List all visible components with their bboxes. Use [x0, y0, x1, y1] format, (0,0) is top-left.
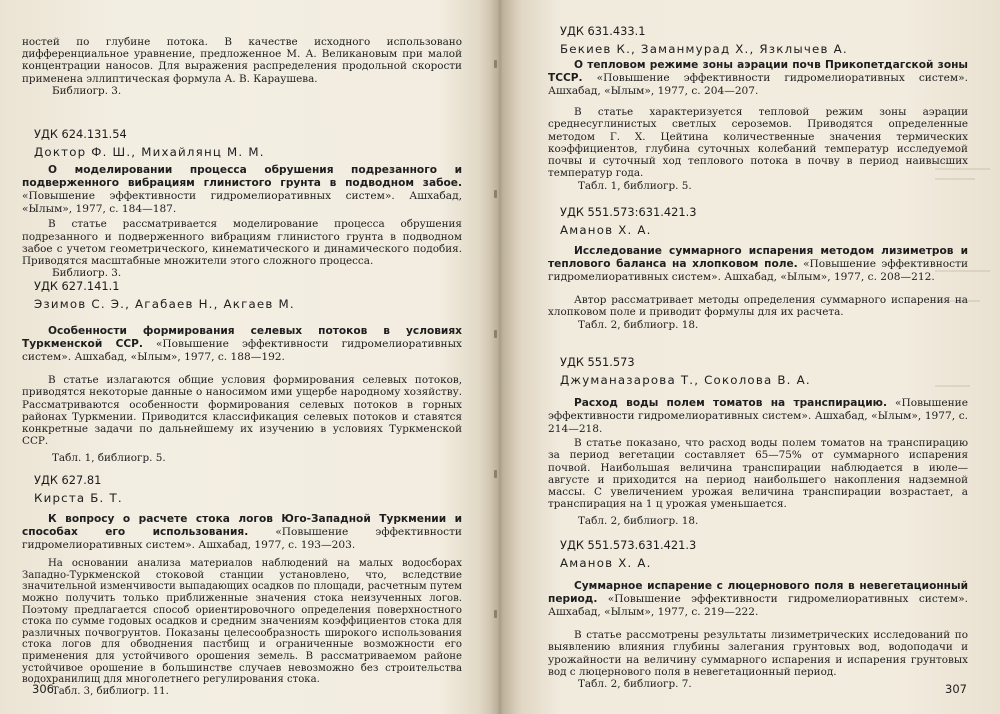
fragment-bibliography: Библиогр. 3. — [52, 84, 122, 97]
authors: Аманов Х. А. — [560, 223, 652, 237]
abstract-fragment — [22, 36, 462, 97]
authors: Эзимов С. Э., Агабаев Н., Акгаев М. — [34, 297, 295, 311]
page-number-right: 307 — [945, 682, 967, 696]
authors: Кирста Б. Т. — [34, 491, 123, 505]
abstract-entry — [22, 127, 462, 279]
article-title: О моделировании процесса обрушения подрезанного и подверженного вибрациям глинистого грунта в подводном забое. — [22, 164, 462, 190]
reference — [22, 164, 462, 216]
udk-code: УДК 627.81 — [34, 473, 102, 487]
authors: Доктор Ф. Ш., Михайлянц М. М. — [34, 145, 265, 159]
bibliography: Табл. 2, библиогр. 7. — [578, 678, 692, 691]
left-page — [22, 0, 462, 714]
source: «Повышение эффективности гидромелиоративных систем». Ашхабад, «Ылым», 1977, с. 188—192. — [22, 338, 463, 364]
page-number-left: 306 — [32, 682, 54, 696]
source: «Повышение эффективности гидромелиоративных систем». Ашхабад, «Ылым», 1977, с. 208—212. — [548, 258, 969, 284]
reference — [548, 397, 968, 436]
abstract-text: В статье излагаются общие условия формирования селевых потоков, приводятся некоторые данные о наносимом ими ущербе народному хозяйству. Рассматриваются особенности формирования селевых потоков в горных районах Туркмении. Приводится классификация селевых потоков и ставятся конкретные задачи по дальнейшему их изучению в условиях Туркменской ССР. — [22, 374, 462, 448]
authors: Бекиев К., Заманмурад Х., Язклычев А. — [560, 42, 848, 56]
bibliography: Табл. 2, библиогр. 18. — [578, 514, 699, 527]
binding-stitch — [494, 190, 497, 198]
udk-code: УДК 631.433.1 — [560, 24, 646, 38]
bibliography: Табл. 2, библиогр. 18. — [578, 318, 699, 331]
article-title: Суммарное испарение с люцернового поля в невегетационный период. — [548, 580, 968, 606]
book-gutter — [478, 0, 522, 714]
article-title: О тепловом режиме зоны аэрации почв Прикопетдагской зоны ТССР. — [548, 59, 968, 85]
reference — [548, 59, 968, 98]
abstract-text: В статье показано, что расход воды полем томатов на транспирацию за период вегетации составляет 65—75% от суммарного испарения почвой. Наибольшая величина транспирации наблюдается в июле—августе и приходится на период наибольшего накопления надземной массы. С увеличением урожая величина транспирации возрастает, а транспирация на 1 ц урожая уменьшается. — [548, 437, 968, 511]
abstract-text: В статье характеризуется тепловой режим зоны аэрации среднесуглинистых светлых сероземов. Приводятся определенные методом Г. Х. Цейтина количественные значения термических коэффициентов, глубина суточных колебаний температур исследуемой почвы и суточный ход теплового потока в почву в период наивысших температур года. — [548, 106, 968, 180]
reference — [22, 513, 462, 552]
source: «Повышение эффективности гидромелиоративных систем». Ашхабад, «Ылым», 1977, с. 219—222. — [548, 593, 968, 619]
source: «Повышение эффективности гидромелиоративных систем». Ашхабад, «Ылым», 1977, с. 214—218. — [548, 397, 968, 436]
abstract-text: Автор рассматривает методы определения суммарного испарения на хлопковом поле и приводит формулы для их расчета. — [548, 294, 968, 319]
fragment-text: ностей по глубине потока. В качестве исходного использовано дифференциальное уравнение, предложенное М. А. Великановым при малой концентрации наносов. Для выражения распределения продольной скорости применена эллиптическая формула А. В. Караушева. — [22, 36, 462, 85]
abstract-entry — [22, 473, 462, 697]
udk-code: УДК 551.573.631.421.3 — [560, 538, 697, 552]
abstract-entry — [548, 355, 968, 527]
udk-code: УДК 551.573:631.421.3 — [560, 205, 697, 219]
binding-stitch — [494, 470, 497, 478]
abstract-text: На основании анализа материалов наблюдений на малых водосборах Западно-Туркменской стоковой станции установлено, что, вследствие значительной изменчивости выпадающих осадков по площади, расчетным путем можно получить только приближенные значения стока неизученных логов. Поэтому предлагается способ ориентировочного определения поверхностного стока по сумме годовых осадков и средним значениям коэффициентов стока для различных почвогрунтов. Показаны целесообразность широкого использования стока логов для обводнения пастбищ и ограниченные возможности его применения для устойчивого орошения земель. В рассматриваемом районе устойчивое орошение в большинстве случаев невозможно без строительства водохранилищ для многолетнего регулирования стока. — [22, 558, 462, 686]
article-title: Исследование суммарного испарения методом лизиметров и теплового баланса на хлопковом поле. — [548, 245, 968, 271]
binding-stitch — [494, 60, 497, 68]
article-title: К вопросу о расчете стока логов Юго-Западной Туркмении и способах его использования. — [22, 513, 462, 539]
binding-stitch — [494, 610, 497, 618]
reference — [22, 325, 462, 364]
bibliography: Табл. 1, библиогр. 5. — [52, 451, 166, 464]
right-page — [548, 0, 968, 714]
abstract-entry — [548, 24, 968, 192]
bibliography: Табл. 1, библиогр. 5. — [578, 179, 692, 192]
udk-code: УДК 624.131.54 — [34, 127, 127, 141]
source: «Повышение эффективности гидромелиоративных систем». Ашхабад, «Ылым», 1977, с. 184—187. — [22, 190, 462, 216]
reference — [548, 245, 968, 284]
abstract-entry — [22, 279, 462, 464]
binding-stitch — [494, 330, 497, 338]
source: «Повышение эффективности гидромелиоративных систем». Ашхабад, 1977, с. 193—203. — [22, 526, 462, 552]
abstract-text: В статье рассмотрены результаты лизиметрических исследований по выявлению влияния глубины залегания грунтовых вод, водоподачи и урожайности на величину суммарного испарения и испарения грунтовых вод с люцернового поля в невегетационный период. — [548, 629, 968, 678]
udk-code: УДК 627.141.1 — [34, 279, 120, 293]
authors: Джуманазарова Т., Соколова В. А. — [560, 373, 811, 387]
bibliography: Табл. 3, библиогр. 11. — [52, 685, 169, 697]
source: «Повышение эффективности гидромелиоративных систем». Ашхабад, «Ылым», 1977, с. 204—207. — [548, 72, 969, 98]
abstract-entry — [548, 538, 968, 690]
article-title: Особенности формирования селевых потоков в условиях Туркменской ССР. — [22, 325, 462, 351]
bibliography: Библиогр. 3. — [52, 267, 122, 280]
udk-code: УДК 551.573 — [560, 355, 635, 369]
abstract-entry — [548, 205, 968, 331]
authors: Аманов Х. А. — [560, 556, 652, 570]
article-title: Расход воды полем томатов на транспирацию. — [574, 397, 887, 409]
abstract-text: В статье рассматривается моделирование процесса обрушения подрезанного и подверженного вибрациям глинистого грунта в подводном забое с учетом геометрического, кинематического и динамического подобия. Приводятся масштабные множители этого сложного процесса. — [22, 218, 462, 267]
reference — [548, 580, 968, 619]
